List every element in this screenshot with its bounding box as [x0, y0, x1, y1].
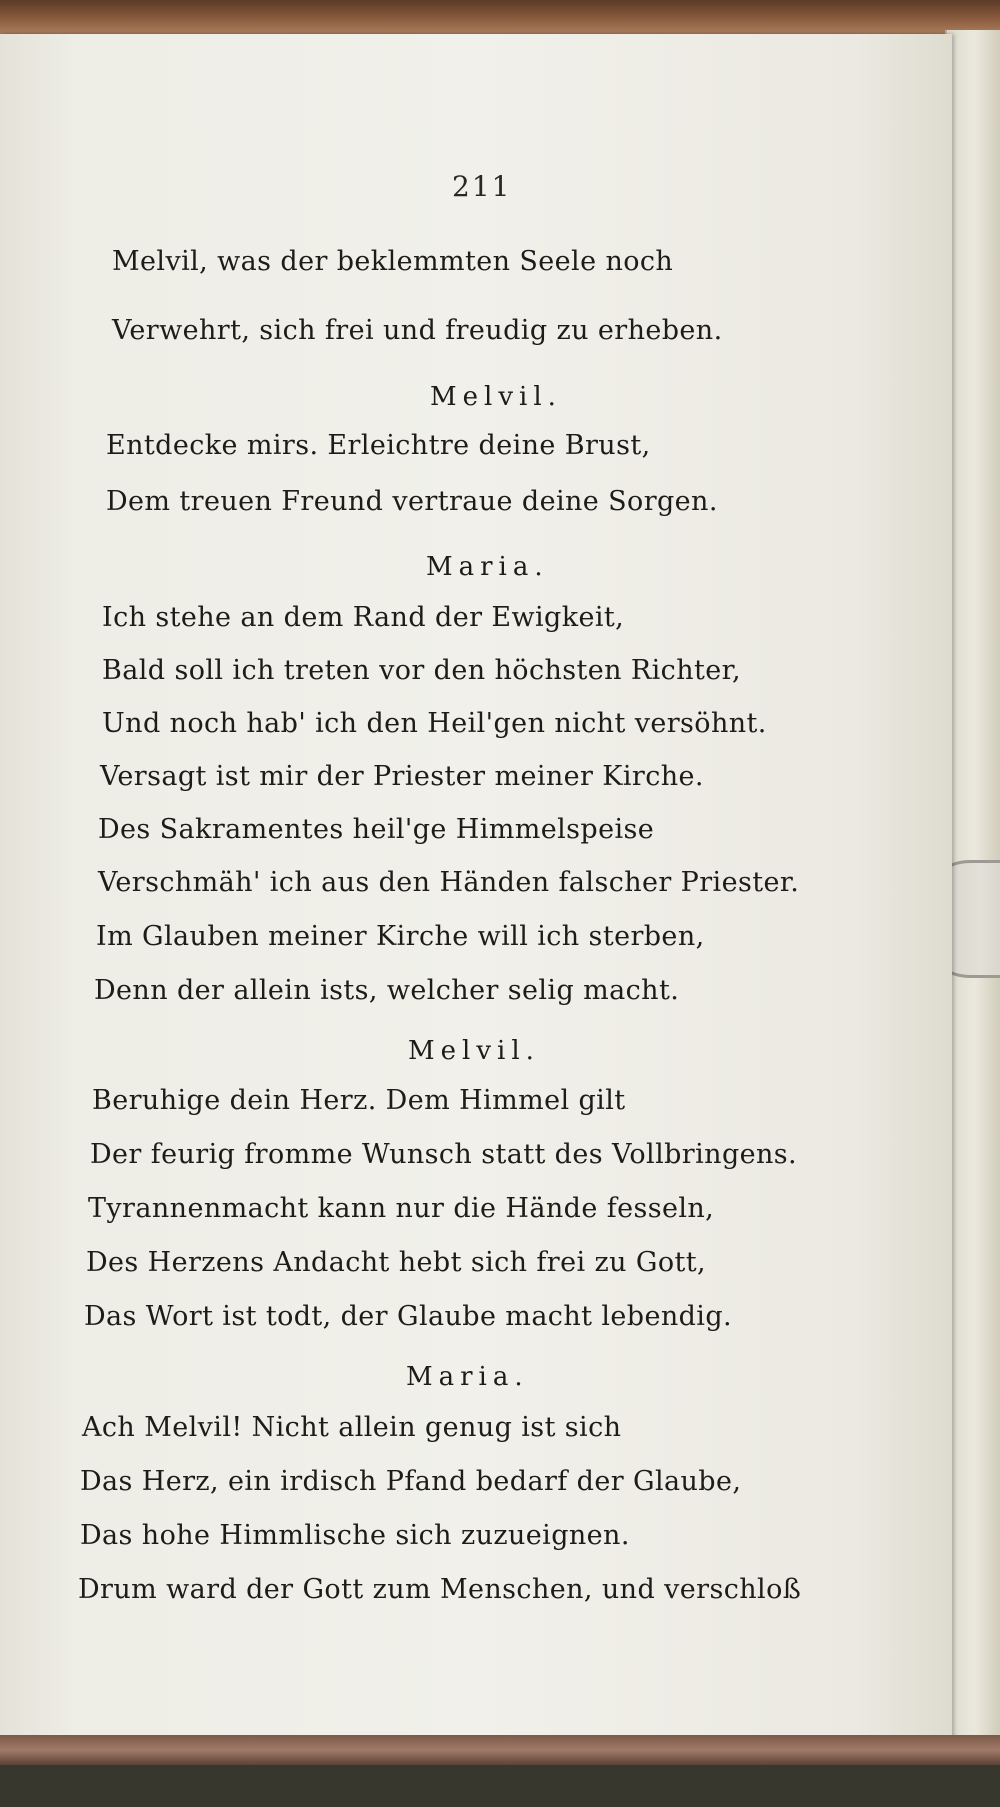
verse-line: Entdecke mirs. Erleichtre deine Brust,: [106, 430, 651, 461]
page-number: 211: [452, 170, 512, 203]
book-page: [0, 34, 952, 1754]
verse-line: Des Herzens Andacht hebt sich frei zu Gott,: [86, 1247, 707, 1278]
verse-line: Ich stehe an dem Rand der Ewigkeit,: [102, 602, 625, 633]
page-text: [0, 34, 952, 1754]
verse-line: Des Sakramentes heil'ge Himmelspeise: [98, 814, 655, 845]
verse-line: Verwehrt, sich frei und freudig zu erheben.: [112, 315, 723, 346]
verse-line: Das Herz, ein irdisch Pfand bedarf der Glaube,: [80, 1466, 742, 1497]
verse-line: Verschmäh' ich aus den Händen falscher Priester.: [98, 867, 800, 898]
verse-line: Im Glauben meiner Kirche will ich sterben,: [96, 921, 705, 952]
speaker-name: Maria.: [426, 552, 549, 582]
verse-line: Und noch hab' ich den Heil'gen nicht versöhnt.: [102, 708, 767, 739]
verse-line: Dem treuen Freund vertraue deine Sorgen.: [106, 486, 718, 517]
scan-background: [0, 1765, 1000, 1807]
speaker-name: Melvil.: [430, 382, 562, 412]
verse-line: Drum ward der Gott zum Menschen, und verschloß: [78, 1574, 802, 1605]
speaker-name: Melvil.: [408, 1036, 540, 1066]
verse-line: Bald soll ich treten vor den höchsten Richter,: [102, 655, 741, 686]
verse-line: Der feurig fromme Wunsch statt des Vollbringens.: [90, 1139, 798, 1170]
book-bottom-edge: [0, 1735, 1000, 1765]
verse-line: Das hohe Himmlische sich zuzueignen.: [80, 1520, 630, 1551]
verse-line: Denn der allein ists, welcher selig macht.: [94, 975, 680, 1006]
verse-line: Tyrannenmacht kann nur die Hände fesseln,: [88, 1193, 715, 1224]
verse-line: Beruhige dein Herz. Dem Himmel gilt: [92, 1085, 626, 1116]
verse-line: Versagt ist mir der Priester meiner Kirche.: [100, 761, 704, 792]
verse-line: Das Wort ist todt, der Glaube macht lebendig.: [84, 1301, 733, 1332]
speaker-name: Maria.: [406, 1362, 529, 1392]
verse-line: Ach Melvil! Nicht allein genug ist sich: [82, 1412, 622, 1443]
verse-line: Melvil, was der beklemmten Seele noch: [112, 246, 674, 277]
